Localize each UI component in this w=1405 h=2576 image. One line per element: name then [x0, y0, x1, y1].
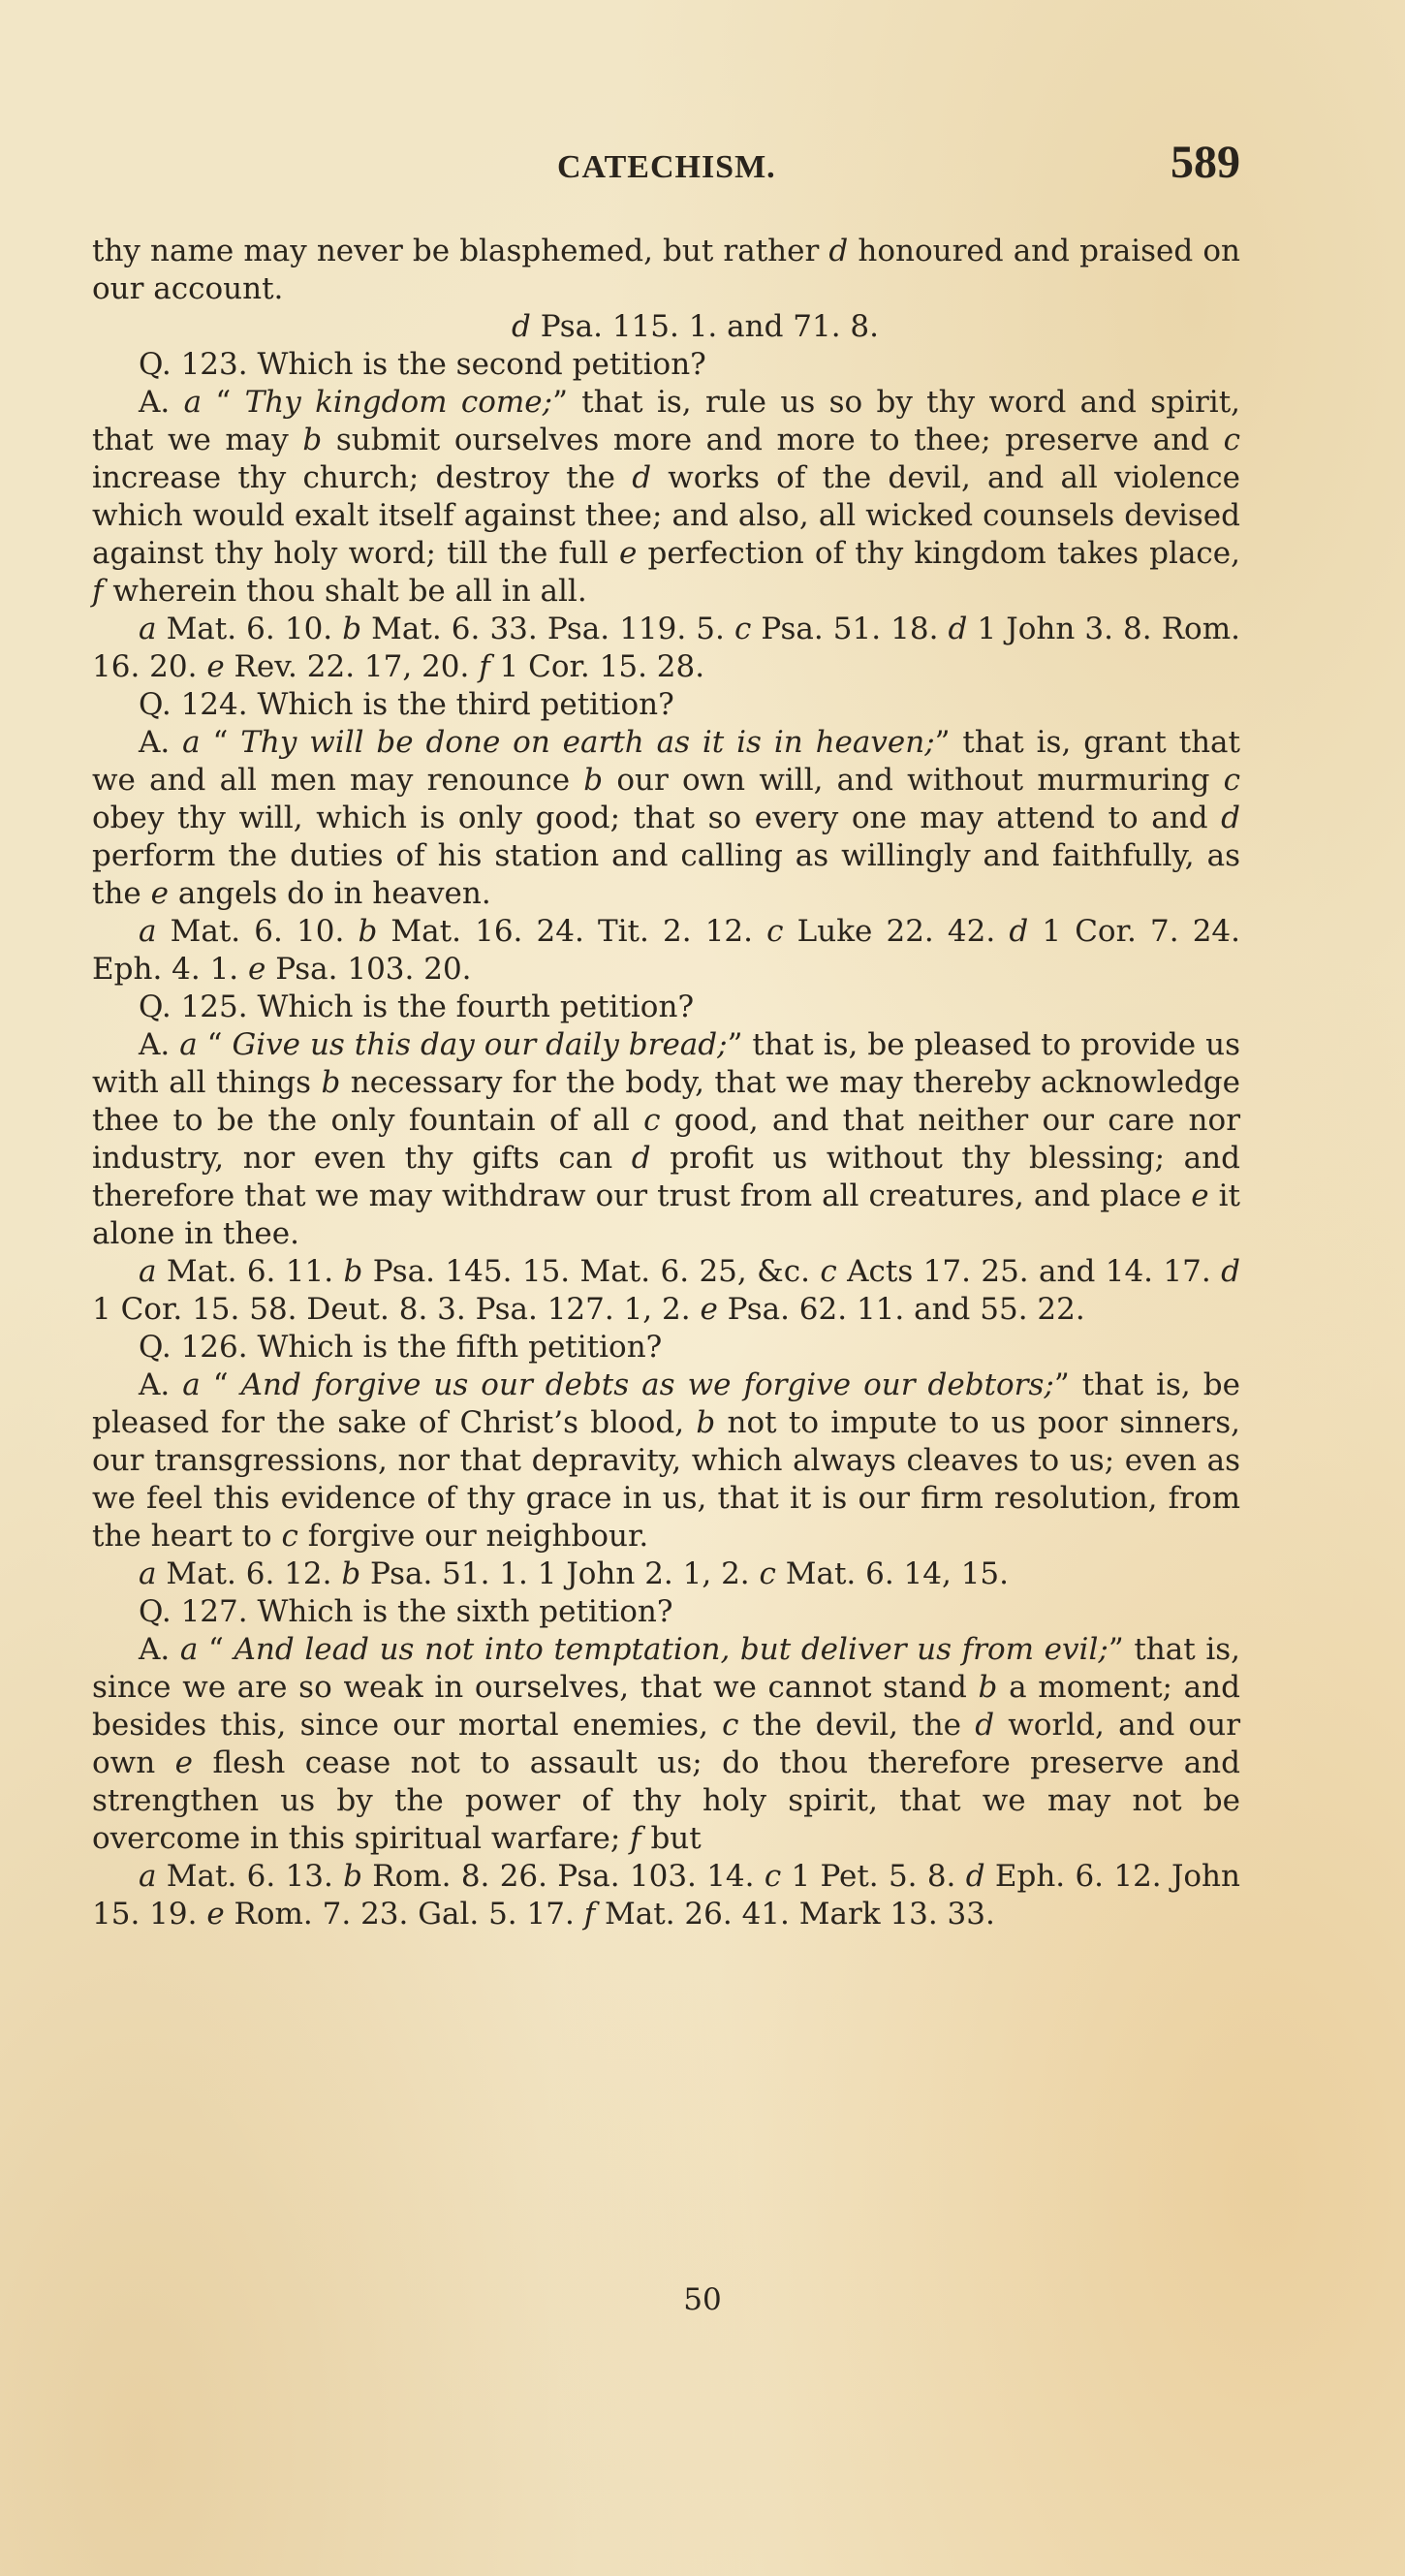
paragraph-9: Q. 125. Which is the fourth petition?: [139, 990, 695, 1024]
paragraph-1: thy name may never be blasphemed, but rather d honoured and praised on our account.: [92, 234, 1240, 306]
paragraph-10: A. a “ Give us this day our daily bread;” that is, be pleased to provide us with all things b necessary for the body, that we may thereby acknowledge thee to be the only fountain of all c good, and that neither our care nor industry, nor even thy gifts can d profit us without thy blessing; and therefore that we may withdraw our trust from all creatures, and place e it alone in thee.: [92, 1027, 1241, 1251]
paragraph-11: a Mat. 6. 11. b Psa. 145. 15. Mat. 6. 25, &c. c Acts 17. 25. and 14. 17. d 1 Cor. 15. 58. Deut. 8. 3. Psa. 127. 1, 2. e Psa. 62. 11. and 55. 22.: [92, 1254, 1240, 1327]
page-header: [92, 136, 1240, 194]
paragraph-7: A. a “ Thy will be done on earth as it is in heaven;” that is, grant that we and all men may renounce b our own will, and without murmuring c obey thy will, which is only good; that so every one may attend to and d perform the duties of his station and calling as willingly and faithfully, as the e angels do in heaven.: [92, 725, 1240, 911]
paragraph-12: Q. 126. Which is the fifth petition?: [139, 1330, 663, 1365]
paragraph-13: A. a “ And forgive us our debts as we forgive our debtors;” that is, be pleased for the sake of Christ’s blood, b not to impute to us poor sinners, our transgressions, nor that depravity, which always cleaves to us; even as we feel this evidence of thy grace in us, that it is our firm resolution, from the heart to c forgive our neighbour.: [92, 1367, 1240, 1554]
paragraph-17: a Mat. 6. 13. b Rom. 8. 26. Psa. 103. 14. c 1 Pet. 5. 8. d Eph. 6. 12. John 15. 19. e Rom. 7. 23. Gal. 5. 17. f Mat. 26. 41. Mark 13. 33.: [92, 1859, 1240, 1932]
running-title: CATECHISM.: [557, 149, 776, 185]
paragraph-15: Q. 127. Which is the sixth petition?: [139, 1594, 673, 1629]
signature-mark: 50: [683, 2282, 722, 2317]
paragraph-5: a Mat. 6. 10. b Mat. 6. 33. Psa. 119. 5. c Psa. 51. 18. d 1 John 3. 8. Rom. 16. 20. e Rev. 22. 17, 20. f 1 Cor. 15. 28.: [92, 612, 1240, 684]
paragraph-6: Q. 124. Which is the third petition?: [139, 687, 674, 722]
paragraph-2: d Psa. 115. 1. and 71. 8.: [511, 309, 880, 344]
paragraph-14: a Mat. 6. 12. b Psa. 51. 1. 1 John 2. 1, 2. c Mat. 6. 14, 15.: [139, 1556, 1010, 1591]
paragraph-3: Q. 123. Which is the second petition?: [139, 347, 706, 382]
paragraph-16: A. a “ And lead us not into temptation, but deliver us from evil;” that is, since we are so weak in ourselves, that we cannot stand b a moment; and besides this, since our mortal enemies, c the devil, the d world, and our own e flesh cease not to assault us; do thou therefore preserve and strengthen us by the power of thy holy spirit, that we may not be overcome in this spiritual warfare; f but: [92, 1632, 1241, 1856]
page-body: [92, 233, 1240, 1933]
paragraph-8: a Mat. 6. 10. b Mat. 16. 24. Tit. 2. 12. c Luke 22. 42. d 1 Cor. 7. 24. Eph. 4. 1. e Psa. 103. 20.: [92, 914, 1241, 987]
page-number: 589: [1171, 137, 1240, 188]
paragraph-4: A. a “ Thy kingdom come;” that is, rule us so by thy word and spirit, that we may b submit ourselves more and more to thee; preserve and c increase thy church; destroy the d works of the devil, and all violence which would exalt itself against thee; and also, all wicked counsels devised against thy holy word; till the full e perfection of thy kingdom takes place, f wherein thou shalt be all in all.: [92, 385, 1241, 609]
